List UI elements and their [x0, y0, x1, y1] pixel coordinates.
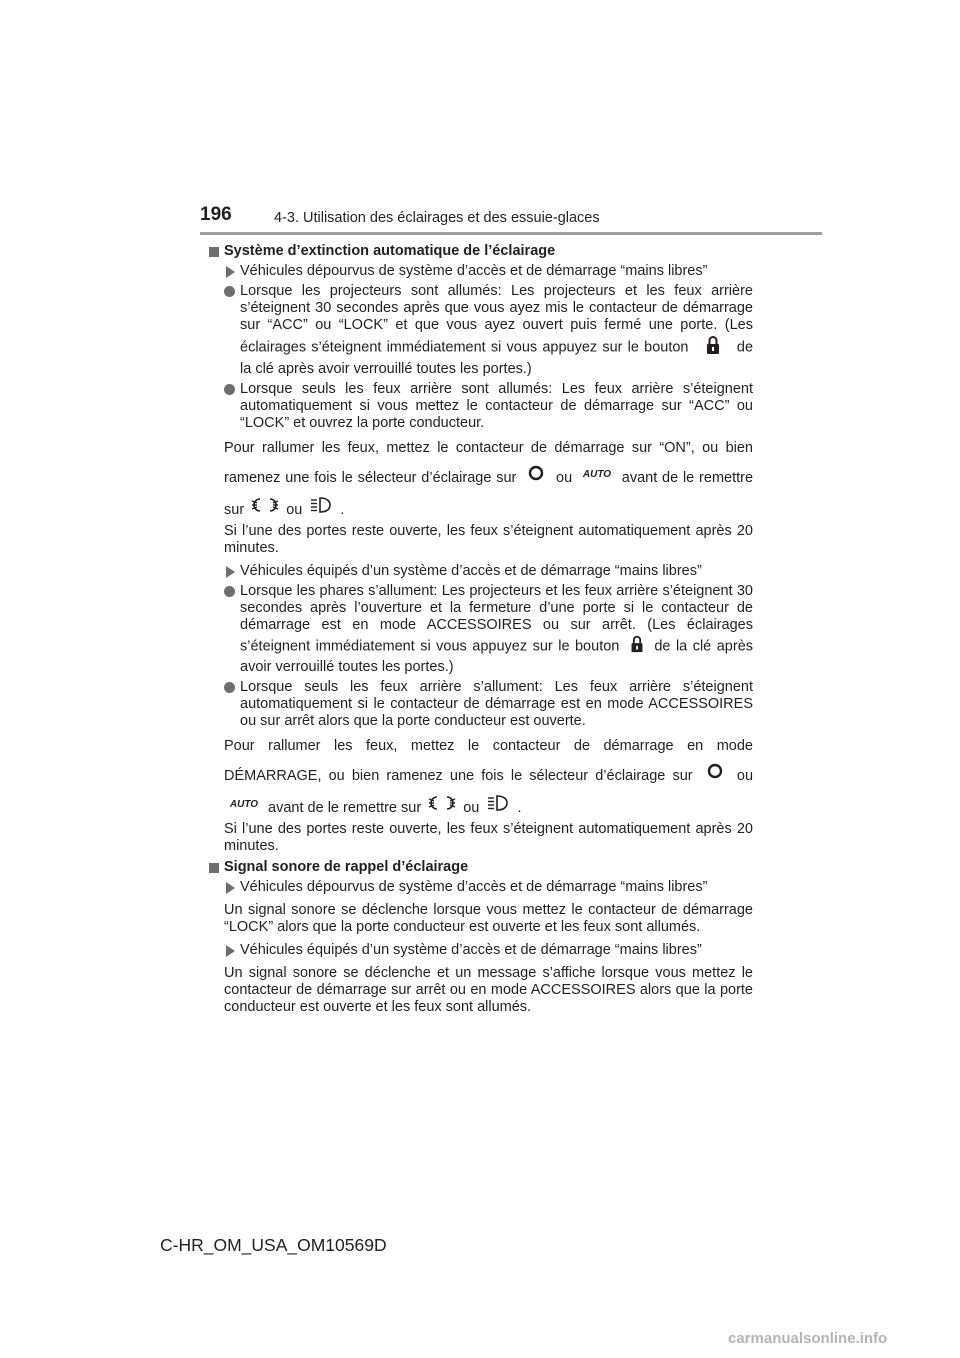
bullet-text: Lorsque seuls les feux arrière s’allument: Les feux arrière s’éteignent automatiquement si le contacteur de démarrage est en mode ACCESSOIRES ou sur arrêt alors que la porte conducteur est ouverte. [240, 679, 753, 729]
bullet-icon [224, 586, 235, 597]
condition-text: Véhicules équipés d’un système d’accès et de démarrage “mains libres” [240, 942, 702, 958]
paragraph-text: Un signal sonore se déclenche et un message s’affiche lorsque vous mettez le contacteur de démarrage sur arrêt ou en mode ACCESSOIRES alors que la porte conducteur est ouverte et les feux sont allumés. [224, 965, 753, 1015]
or-text: ou [286, 501, 303, 518]
condition-text: Véhicules dépourvus de système d’accès et de démarrage “mains libres” [240, 263, 708, 279]
paragraph-text: Pour rallumer les feux, mettez le contacteur de démarrage sur “ON”, ou bien ramenez une fois le sélecteur d’éclairage sur [224, 440, 753, 486]
condition-smart-key [208, 563, 753, 580]
auto-icon [224, 792, 264, 824]
light-off-icon [700, 760, 730, 792]
bullet-text: Lorsque les phares s’allument: Les projecteurs et les feux arrière s’éteignent 30 secondes après l’ouverture et la fermeture d’une porte si le contacteur de démarrage est en mode ACCESSOIRES ou sur arrêt. (Les éclairages s’éteignent immédiatement si vous appuyez sur le bouton [240, 583, 753, 655]
bullet-tail-lights-on [208, 381, 753, 432]
svg-text:AUTO: AUTO [229, 799, 259, 810]
or-text: ou [463, 799, 480, 816]
headlight-icon [483, 792, 513, 824]
arrow-icon [226, 566, 235, 578]
paragraph-text: Si l’une des portes reste ouverte, les feux s’éteignent automatiquement après 20 minutes. [224, 821, 753, 854]
paragraph-text: Si l’une des portes reste ouverte, les feux s’éteignent automatiquement après 20 minutes. [224, 523, 753, 556]
reminder-paragraph-2 [208, 965, 753, 1016]
svg-text:AUTO: AUTO [582, 469, 612, 480]
heading-square-icon [209, 247, 219, 257]
arrow-icon [226, 945, 235, 957]
paragraph-text: Pour rallumer les feux, mettez le contacteur de démarrage en mode DÉMARRAGE, ou bien ramenez une fois le sélecteur d’éclairage sur [224, 738, 753, 784]
relight-paragraph-2 [208, 733, 753, 824]
reminder-paragraph-1 [208, 902, 753, 936]
paragraph-text-cont: avant de le remettre sur [268, 799, 422, 816]
heading-square-icon [209, 863, 219, 873]
bullet-icon [224, 286, 235, 297]
header-rule [200, 232, 822, 235]
light-off-icon [521, 462, 551, 494]
condition-no-smart-key-2 [208, 879, 753, 896]
bullet-tail-lights-smart [208, 679, 753, 730]
relight-paragraph-1 [208, 435, 753, 526]
section-heading-auto-off [208, 243, 753, 260]
headlight-icon [306, 494, 336, 526]
condition-text: Véhicules équipés d’un système d’accès et de démarrage “mains libres” [240, 563, 702, 579]
page-content [208, 243, 753, 1019]
section-title: 4-3. Utilisation des éclairages et des essuie-glaces [274, 210, 600, 226]
period-text: . [517, 799, 522, 816]
parking-light-icon [248, 494, 282, 526]
heading-text: Signal sonore de rappel d’éclairage [224, 859, 469, 875]
condition-text: Véhicules dépourvus de système d’accès et de démarrage “mains libres” [240, 879, 708, 895]
auto-icon [577, 462, 617, 494]
condition-smart-key-2 [208, 942, 753, 959]
lock-icon [700, 334, 726, 361]
bullet-headlights-on [208, 283, 753, 378]
heading-text: Système d’extinction automatique de l’éclairage [224, 243, 556, 259]
auto-off-20min-1 [208, 523, 753, 557]
page-number: 196 [200, 204, 232, 225]
lock-icon [625, 634, 649, 659]
bullet-icon [224, 384, 235, 395]
auto-off-20min-2 [208, 821, 753, 855]
watermark: carmanualsonline.info [728, 1330, 888, 1347]
period-text: . [340, 501, 345, 518]
bullet-text-cont: de la clé après avoir verrouillé toutes les portes.) [240, 638, 754, 675]
bullet-icon [224, 682, 235, 693]
arrow-icon [226, 882, 235, 894]
section-heading-reminder [208, 859, 753, 876]
paragraph-text-cont: avant de le remettre sur [224, 469, 754, 518]
condition-no-smart-key [208, 263, 753, 280]
or-text: ou [556, 469, 573, 486]
bullet-text-cont: de la clé après avoir verrouillé toutes les portes.) [240, 339, 754, 377]
parking-light-icon [425, 792, 459, 824]
paragraph-text: Un signal sonore se déclenche lorsque vous mettez le contacteur de démarrage “LOCK” alors que la porte conducteur est ouverte et les feux sont allumés. [224, 902, 753, 935]
arrow-icon [226, 266, 235, 278]
bullet-headlights-on-smart [208, 583, 753, 676]
bullet-text: Lorsque les projecteurs sont allumés: Les projecteurs et les feux arrière s’éteignent 30 secondes après que vous ayez mis le contacteur de démarrage sur “ACC” ou “LOCK” et que vous ayez ouvert puis fermé une porte. (Les éclairages s’éteignent immédiatement si vous appuyez sur le bouton [240, 283, 753, 356]
document-code: C-HR_OM_USA_OM10569D [160, 1235, 387, 1255]
or-text: ou [736, 767, 754, 784]
bullet-text: Lorsque seuls les feux arrière sont allumés: Les feux arrière s’éteignent automatiquement si vous mettez le contacteur de démarrage sur “ACC” ou “LOCK” et ouvrez la porte conducteur. [240, 381, 753, 431]
